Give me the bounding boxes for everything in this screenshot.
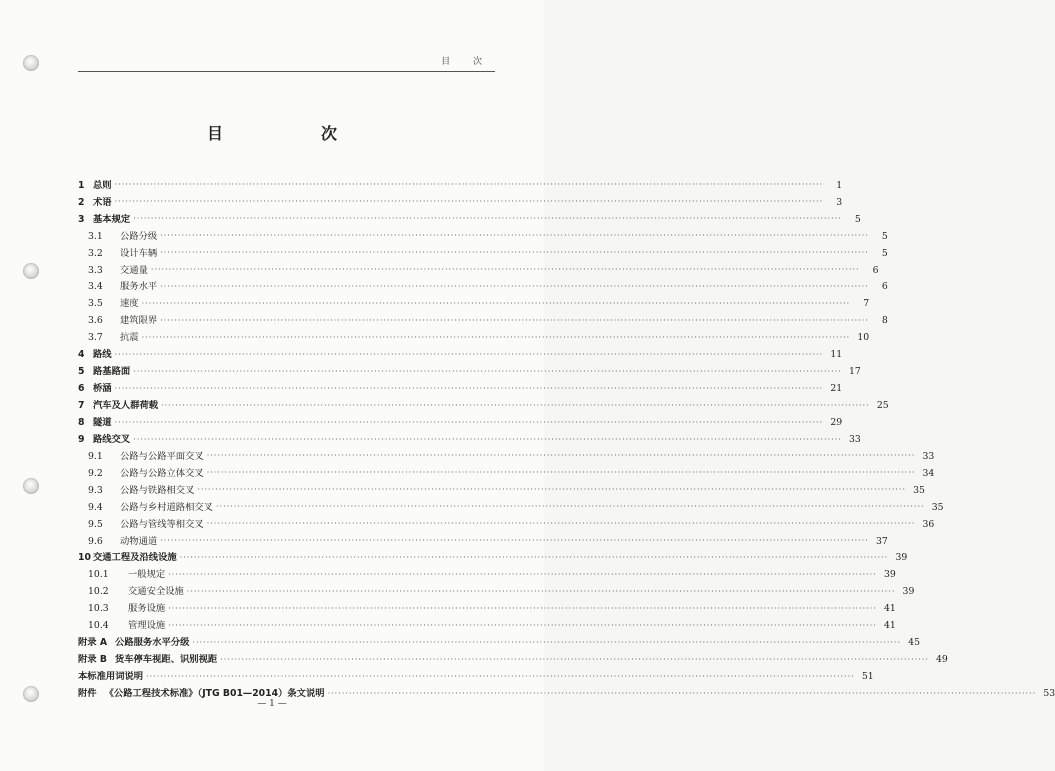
toc-entry-number: 3.6 <box>88 315 103 327</box>
toc-entry-number: 3.2 <box>88 247 103 259</box>
toc-entry[interactable] <box>78 228 888 245</box>
toc-entry-title: 路基路面 <box>93 366 131 378</box>
toc-entry[interactable] <box>78 533 888 550</box>
toc-entry-page: 7 <box>863 298 870 310</box>
toc-entry[interactable] <box>78 499 944 516</box>
toc-dot-leader: ········································································································································································································ <box>197 485 906 495</box>
toc-entry-number: 3.3 <box>88 264 103 276</box>
toc-entry-number: 4 <box>78 349 85 361</box>
toc-dot-leader: ········································································································································································································ <box>114 197 824 207</box>
toc-entry-title: 公路与公路平面交叉 <box>120 450 204 462</box>
toc-entry[interactable] <box>78 363 861 380</box>
toc-entry-number: 7 <box>78 400 85 411</box>
page-title: 目 次 <box>206 124 359 143</box>
toc-entry[interactable] <box>78 516 935 533</box>
toc-entry-number: 10 <box>78 552 91 564</box>
header-rule <box>78 71 495 72</box>
toc-entry-page: 5 <box>881 247 888 259</box>
toc-entry[interactable] <box>78 296 870 313</box>
toc-entry[interactable] <box>78 346 843 363</box>
toc-dot-leader: ········································································································································································································ <box>327 688 1037 698</box>
toc-entry-title: 交通工程及沿线设施 <box>93 552 177 564</box>
toc-dot-leader: ········································································································································································································ <box>141 299 851 309</box>
toc-dot-leader: ········································································································································································································ <box>114 417 824 427</box>
toc-entry[interactable] <box>78 194 843 211</box>
toc-entry-number: 附件 <box>78 687 97 699</box>
toc-entry-title: 动物通道 <box>120 535 158 547</box>
toc-entry-title: 服务水平 <box>120 281 158 293</box>
toc-dot-leader: ········································································································································································································ <box>206 451 916 461</box>
toc-dot-leader: ········································································································································································································ <box>114 349 824 359</box>
toc-entry[interactable] <box>78 465 935 482</box>
toc-entry-page: 10 <box>857 332 870 344</box>
toc-entry-page: 25 <box>876 400 889 411</box>
toc-dot-leader: ········································································································································································································ <box>160 536 869 546</box>
toc-entry-title: 交通安全设施 <box>128 586 184 598</box>
toc-entry[interactable] <box>78 567 896 584</box>
toc-dot-leader: ········································································································································································································ <box>160 282 869 292</box>
toc-entry-title: 管理设施 <box>128 620 166 632</box>
table-of-contents <box>78 177 1055 702</box>
toc-entry-number: 附录 A <box>78 637 108 649</box>
toc-entry-title: 公路与乡村道路相交叉 <box>120 501 213 513</box>
toc-entry-number: 3.7 <box>88 332 103 344</box>
toc-entry-number: 9.5 <box>88 518 103 530</box>
toc-entry-page: 51 <box>861 671 874 682</box>
toc-entry-title: 总则 <box>93 179 112 191</box>
toc-entry-title: 桥涵 <box>93 383 112 395</box>
toc-entry-number: 3.1 <box>88 230 103 242</box>
toc-dot-leader: ········································································································································································································ <box>133 214 842 224</box>
toc-entry-title: 速度 <box>120 298 139 310</box>
toc-entry-page: 35 <box>913 484 925 496</box>
toc-entry-title: 《公路工程技术标准》（JTG B01—2014）条文说明 <box>104 687 325 699</box>
toc-entry[interactable] <box>78 668 874 685</box>
toc-entry-page: 39 <box>902 586 915 598</box>
toc-entry-page: 29 <box>830 416 843 428</box>
toc-entry-page: 41 <box>883 603 896 615</box>
toc-dot-leader: ········································································································································································································ <box>168 603 877 613</box>
running-header: 目 次 <box>441 57 492 67</box>
toc-entry-title: 交通量 <box>120 264 148 276</box>
toc-entry-page: 35 <box>931 501 944 513</box>
toc-entry-page: 5 <box>881 230 888 242</box>
toc-entry-title: 术语 <box>93 196 112 208</box>
toc-entry-page: 3 <box>836 196 843 208</box>
toc-entry-number: 9 <box>78 433 85 445</box>
toc-entry[interactable] <box>78 550 908 567</box>
toc-entry-number: 3.5 <box>88 298 103 310</box>
toc-entry[interactable] <box>78 431 861 448</box>
toc-entry-number: 2 <box>78 196 85 208</box>
toc-entry-title: 货车停车视距、识别视距 <box>114 654 218 666</box>
toc-entry-number: 9.1 <box>88 450 103 462</box>
toc-entry[interactable] <box>78 448 935 465</box>
toc-entry-title: 抗震 <box>120 332 139 344</box>
toc-entry[interactable] <box>78 329 870 346</box>
toc-entry-page: 6 <box>872 264 879 276</box>
toc-entry-title: 路线 <box>93 349 112 361</box>
toc-entry-page: 36 <box>922 518 935 530</box>
toc-dot-leader: ········································································································································································································ <box>168 570 877 580</box>
toc-entry-page: 53 <box>1043 687 1055 699</box>
toc-entry-number: 9.2 <box>88 467 103 479</box>
toc-entry-number: 5 <box>78 366 85 378</box>
toc-entry[interactable] <box>78 651 948 668</box>
toc-entry-page: 33 <box>922 450 935 462</box>
toc-entry-number: 1 <box>78 179 85 191</box>
toc-dot-leader: ········································································································································································································ <box>114 383 824 393</box>
toc-entry[interactable] <box>78 600 896 617</box>
toc-entry[interactable] <box>78 634 921 651</box>
toc-entry[interactable] <box>78 262 879 279</box>
toc-entry-page: 8 <box>881 315 888 327</box>
toc-entry-number: 3 <box>78 213 85 225</box>
toc-entry-number: 10.1 <box>88 569 109 581</box>
toc-entry-number: 9.6 <box>88 535 103 547</box>
toc-entry[interactable] <box>78 584 915 601</box>
toc-entry[interactable] <box>78 482 925 499</box>
toc-entry-page: 6 <box>881 281 888 293</box>
toc-entry-number: 9.3 <box>88 484 103 496</box>
toc-dot-leader: ········································································································································································································ <box>133 434 842 444</box>
toc-entry[interactable] <box>78 211 861 228</box>
toc-entry-number: 3.4 <box>88 281 103 293</box>
toc-dot-leader: ········································································································································································································ <box>141 332 851 342</box>
toc-dot-leader: ········································································································································································································ <box>160 248 869 258</box>
toc-dot-leader: ········································································································································································································ <box>160 231 869 241</box>
toc-entry-number: 6 <box>78 383 85 395</box>
toc-entry[interactable] <box>78 380 843 397</box>
toc-entry-number: 附录 B <box>78 654 107 666</box>
toc-dot-leader: ········································································································································································································ <box>168 620 877 630</box>
toc-dot-leader: ········································································································································································································ <box>150 265 860 275</box>
toc-entry-number: 10.2 <box>88 586 109 598</box>
toc-entry[interactable] <box>78 414 843 431</box>
toc-entry-number: 10.4 <box>88 620 109 632</box>
toc-entry-title: 隧道 <box>93 416 112 428</box>
toc-entry[interactable] <box>78 279 888 296</box>
toc-dot-leader: ········································································································································································································ <box>114 180 824 190</box>
toc-entry-title: 公路与管线等相交叉 <box>120 518 204 530</box>
toc-dot-leader: ········································································································································································································ <box>215 502 925 512</box>
toc-entry[interactable] <box>78 397 889 414</box>
toc-entry-title: 汽车及人群荷载 <box>93 400 159 411</box>
toc-entry[interactable] <box>78 313 888 330</box>
toc-entry-page: 39 <box>895 552 908 564</box>
toc-entry-title: 本标准用词说明 <box>78 671 144 682</box>
toc-entry-title: 基本规定 <box>93 213 131 225</box>
toc-entry-page: 17 <box>848 366 861 378</box>
toc-entry-title: 路线交叉 <box>93 433 131 445</box>
toc-entry-title: 一般规定 <box>128 569 166 581</box>
page-number: — 1 — <box>257 699 287 709</box>
toc-entry-title: 公路与公路立体交叉 <box>120 467 204 479</box>
toc-entry-title: 服务设施 <box>128 603 166 615</box>
toc-dot-leader: ········································································································································································································ <box>161 400 870 410</box>
toc-dot-leader: ········································································································································································································ <box>192 637 902 647</box>
binder-hole <box>23 478 39 494</box>
toc-entry-page: 33 <box>848 433 861 445</box>
toc-dot-leader: ········································································································································································································ <box>186 586 896 596</box>
toc-dot-leader: ········································································································································································································ <box>220 654 929 664</box>
binder-hole <box>23 55 39 71</box>
toc-entry-page: 5 <box>854 213 861 225</box>
toc-entry-title: 设计车辆 <box>120 247 158 259</box>
toc-entry-title: 公路服务水平分级 <box>115 637 190 649</box>
toc-entry[interactable] <box>78 245 888 262</box>
toc-dot-leader: ········································································································································································································ <box>179 553 889 563</box>
toc-dot-leader: ········································································································································································································ <box>160 315 869 325</box>
toc-dot-leader: ········································································································································································································ <box>206 468 916 478</box>
toc-dot-leader: ········································································································································································································ <box>146 671 855 681</box>
toc-dot-leader: ········································································································································································································ <box>206 519 916 529</box>
toc-entry-page: 41 <box>883 620 896 632</box>
toc-dot-leader: ········································································································································································································ <box>133 366 842 376</box>
toc-entry[interactable] <box>78 177 843 194</box>
toc-entry-page: 1 <box>836 179 843 191</box>
toc-entry-title: 公路与铁路相交叉 <box>120 484 195 496</box>
toc-entry-page: 34 <box>922 467 935 479</box>
binder-hole <box>23 263 39 279</box>
toc-entry-page: 21 <box>830 383 843 395</box>
toc-entry-number: 8 <box>78 416 85 428</box>
toc-entry-page: 45 <box>908 637 921 649</box>
toc-entry-page: 49 <box>935 654 948 666</box>
toc-entry-title: 公路分级 <box>120 230 158 242</box>
toc-entry-title: 建筑限界 <box>120 315 158 327</box>
toc-entry-number: 10.3 <box>88 603 109 615</box>
toc-entry-page: 37 <box>875 535 888 547</box>
toc-entry-number: 9.4 <box>88 501 103 513</box>
toc-entry[interactable] <box>78 617 896 634</box>
toc-entry-page: 11 <box>830 349 843 361</box>
toc-entry-page: 39 <box>883 569 896 581</box>
